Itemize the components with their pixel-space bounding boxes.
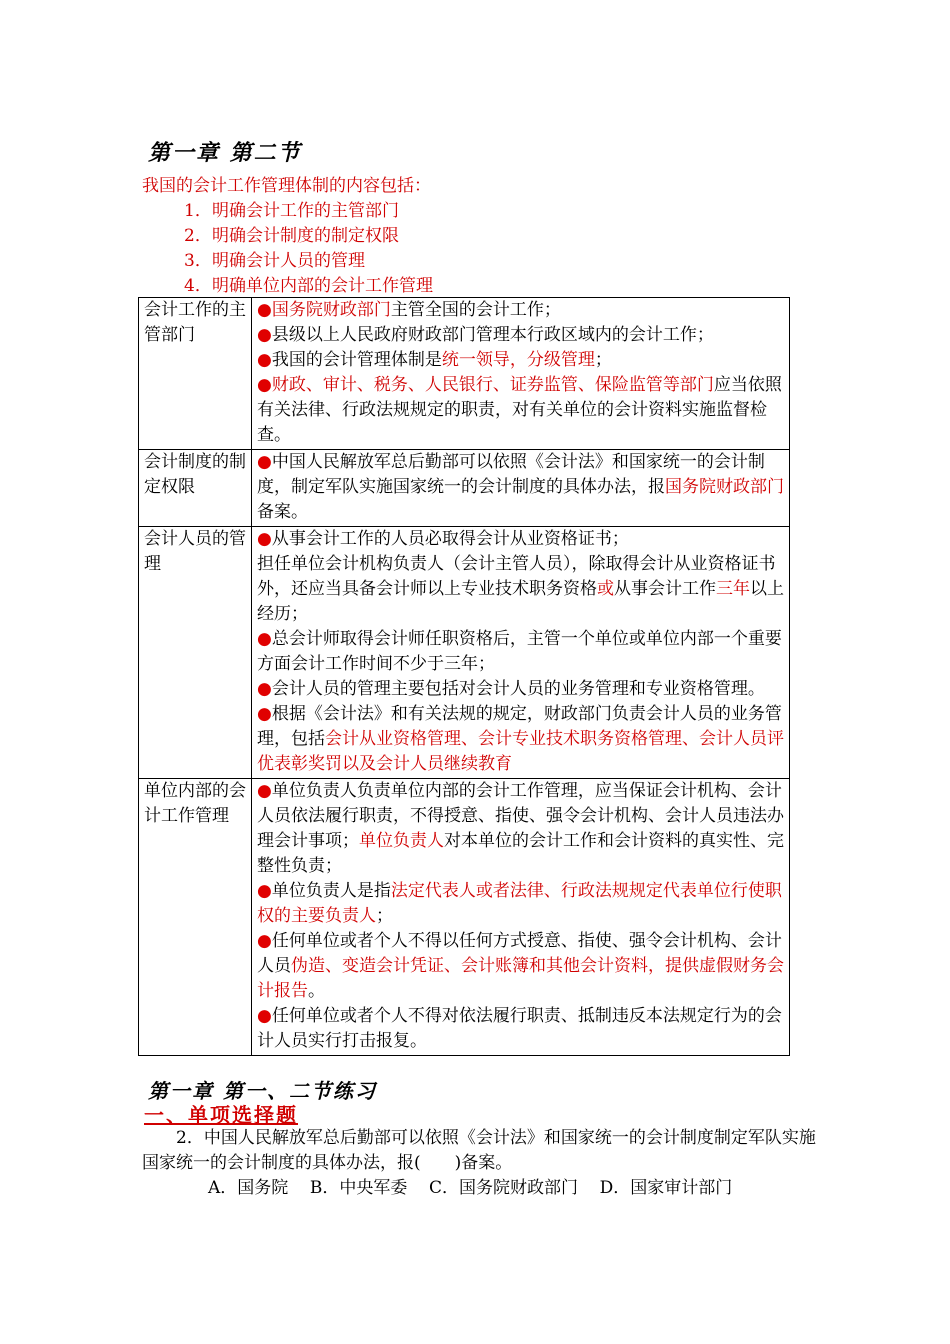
bullet-icon: ● xyxy=(257,629,272,649)
bullet-icon: ● xyxy=(257,679,272,699)
row-label: 会计制度的制定权限 xyxy=(139,450,252,527)
chapter-heading: 第一章 第二节 xyxy=(148,140,302,166)
bullet-icon: ● xyxy=(257,881,272,901)
bullet-icon: ● xyxy=(257,325,272,345)
bullet-icon: ● xyxy=(257,452,272,472)
question-stem: 2．中国人民解放军总后勤部可以依照《会计法》和国家统一的会计制度制定军队实施国家统一的会计制度的具体办法，报( )备案。 xyxy=(142,1128,816,1173)
table-row xyxy=(139,779,790,1056)
intro-lead: 我国的会计工作管理体制的内容包括： xyxy=(142,176,431,196)
table-row xyxy=(139,298,790,450)
bullet-icon: ● xyxy=(257,300,272,320)
row-content: ●中国人民解放军总后勤部可以依照《会计法》和国家统一的会计制度，制定军队实施国家统一的会计制度的具体办法，报国务院财政部门备案。 xyxy=(252,450,790,527)
table-row xyxy=(139,527,790,779)
intro-item: 4．明确单位内部的会计工作管理 xyxy=(184,276,433,296)
intro-block xyxy=(142,174,433,299)
row-label: 会计工作的主管部门 xyxy=(139,298,252,450)
row-label: 单位内部的会计工作管理 xyxy=(139,779,252,1056)
intro-item: 2．明确会计制度的制定权限 xyxy=(184,226,399,246)
bullet-icon: ● xyxy=(257,350,272,370)
intro-item: 3．明确会计人员的管理 xyxy=(184,251,365,271)
row-label: 会计人员的管理 xyxy=(139,527,252,779)
table-row xyxy=(139,450,790,527)
exercise-heading: 第一章 第一、二节练习 xyxy=(148,1079,377,1103)
row-content: ●单位负责人负责单位内部的会计工作管理，应当保证会计机构、会计人员依法履行职责，不得授意、指使、强令会计机构、会计人员违法办理会计事项；单位负责人对本单位的会计工作和会计资料的真实性、完整性负责； ●单位负责人是指法定代表人或者法律、行政法规规定代表单位行使职权的主要负责人； ●任何单位或者个人不得以任何方式授意、指使、强令会计机构、会计人员伪造、变造会计凭证、会计账簿和其他会计资料，提供虚假财务会计报告。 ●任何单位或者个人不得对依法履行职责、抵制违反本法规定行为的会计人员实行打击报复。 xyxy=(252,779,790,1056)
bullet-icon: ● xyxy=(257,529,272,549)
question-block xyxy=(142,1126,822,1201)
row-content: ●从事会计工作的人员必取得会计从业资格证书； 担任单位会计机构负责人（会计主管人员），除取得会计从业资格证书外，还应当具备会计师以上专业技术职务资格或从事会计工作三年以上经历； ●总会计师取得会计师任职资格后，主管一个单位或单位内部一个重要方面会计工作时间不少于三年； ●会计人员的管理主要包括对会计人员的业务管理和专业资格管理。 ●根据《会计法》和有关法规的规定，财政部门负责会计人员的业务管理，包括会计从业资格管理、会计专业技术职务资格管理、会计人员评优表彰奖罚以及会计人员继续教育 xyxy=(252,527,790,779)
section-heading: 一、单项选择题 xyxy=(144,1103,298,1127)
question-options: A．国务院 B．中央军委 C．国务院财政部门 D．国家审计部门 xyxy=(208,1178,733,1198)
bullet-icon: ● xyxy=(257,931,272,951)
row-content: ●国务院财政部门主管全国的会计工作； ●县级以上人民政府财政部门管理本行政区域内的会计工作； ●我国的会计管理体制是统一领导，分级管理； ●财政、审计、税务、人民银行、证券监管、保险监管等部门应当依照有关法律、行政法规规定的职责，对有关单位的会计资料实施监督检查。 xyxy=(252,298,790,450)
bullet-icon: ● xyxy=(257,781,272,801)
management-table xyxy=(138,297,790,1056)
intro-item: 1．明确会计工作的主管部门 xyxy=(184,201,399,221)
bullet-icon: ● xyxy=(257,704,272,724)
bullet-icon: ● xyxy=(257,375,272,395)
bullet-icon: ● xyxy=(257,1006,272,1026)
